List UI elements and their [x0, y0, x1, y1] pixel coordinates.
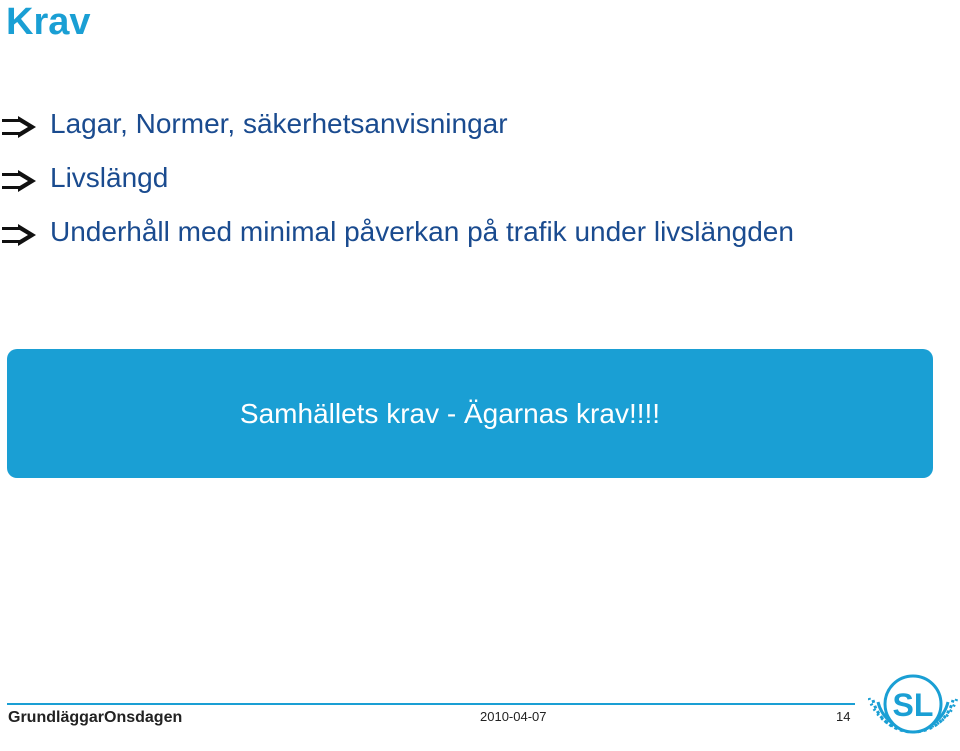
right-arrow-icon [2, 170, 36, 192]
callout-box [7, 349, 933, 478]
callout-text: Samhällets krav - Ägarnas krav!!!! [239, 398, 661, 429]
footer-date: 2010-04-07 [480, 709, 547, 724]
bullet-label: Underhåll med minimal påverkan på trafik under livslängden [50, 216, 794, 247]
slide-title: Krav [6, 1, 91, 43]
bullet-item [0, 158, 940, 198]
page-number: 14 [836, 709, 851, 724]
footer-divider [7, 703, 855, 705]
bullet-item [0, 104, 940, 144]
bullet-item [0, 212, 940, 252]
bullet-label: Livslängd [50, 162, 169, 193]
right-arrow-icon [2, 224, 36, 246]
presentation-name: GrundläggarOnsdagen [8, 709, 183, 726]
bullet-label: Lagar, Normer, säkerhetsanvisningar [50, 108, 508, 139]
sl-logo [868, 672, 958, 750]
sl-logo-text: SL [892, 687, 934, 723]
right-arrow-icon [2, 116, 36, 138]
